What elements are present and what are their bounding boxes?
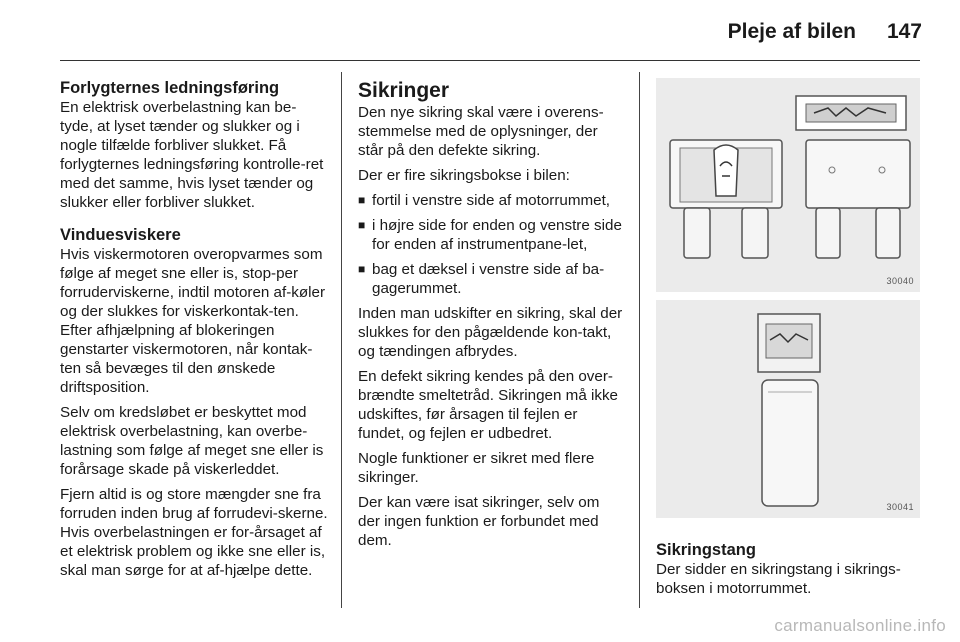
figure-number: 30040: [886, 276, 914, 286]
fuse-box-list: [358, 191, 624, 298]
section-title-fuse-puller: Sikringstang: [656, 541, 756, 559]
fuse-illustration: [656, 78, 920, 292]
watermark: carmanualsonline.info: [774, 616, 946, 635]
section-title-fuses: Sikringer: [358, 79, 450, 102]
paragraph: Der er fire sikringsbokse i bilen:: [358, 167, 570, 184]
fuse-puller-drawing: [656, 300, 920, 518]
fuse-puller-illustration: [656, 300, 920, 518]
bullet-icon: ■: [358, 218, 366, 232]
bullet-icon: ■: [358, 262, 366, 276]
column-1: [60, 79, 328, 586]
paragraph: Den nye sikring skal være i overens-stemmelse med de oplysninger, der står på den defekte sikring.: [358, 104, 604, 159]
section-title-wipers: Vinduesviskere: [60, 226, 181, 244]
list-item: ■ fortil i venstre side af motorrummet,: [358, 192, 611, 209]
paragraph: Der kan være isat sikringer, selv om der ingen funktion er forbundet med dem.: [358, 494, 600, 549]
paragraph: Der sidder en sikringstang i sikrings-boksen i motorrummet.: [656, 561, 901, 597]
list-item: ■ i højre side for enden og venstre side for enden af instrumentpane-let,: [358, 217, 622, 253]
page-number: 147: [886, 20, 922, 43]
column-divider-right: [639, 72, 640, 608]
paragraph: Fjern altid is og store mængder sne fra forruden inden brug af forrudevi-skerne. Hvis overbelastningen er for-årsaget af et elektrisk problem og ikke sne eller is, skal man sørge for at af-hjælpe dette.: [60, 486, 328, 579]
paragraph: Inden man udskifter en sikring, skal der slukkes for den pågældende kon-takt, og tændingen afbrydes.: [358, 305, 623, 360]
paragraph: Nogle funktioner er sikret med flere sikringer.: [358, 450, 595, 486]
column-3-text: [656, 541, 920, 604]
bullet-icon: ■: [358, 193, 366, 207]
column-2: [358, 79, 624, 556]
paragraph: En defekt sikring kendes på den over-brændte smeltetråd. Sikringen må ikke udskiftes, før årsagen til fejlen er fundet, og fejlen er udbedret.: [358, 368, 618, 442]
paragraph: En elektrisk overbelastning kan be-tyde, at lyset tænder og slukker og i nogle tilfælde forbliver slukket. Få forlygternes ledningsføring kontrolle-ret med det samme, hvis lyset tænder og slukker eller forbliver slukket.: [60, 99, 324, 211]
section-title-wiring: Forlygternes ledningsføring: [60, 79, 280, 97]
header-title: Pleje af bilen: [727, 20, 856, 43]
header-rule: [60, 60, 920, 61]
column-divider-left: [341, 72, 342, 608]
paragraph: Selv om kredsløbet er beskyttet mod elektrisk overbelastning, kan overbe-lastning som følge af meget sne eller is forårsage skade på viskerleddet.: [60, 404, 324, 478]
list-item: ■ bag et dæksel i venstre side af ba-gagerummet.: [358, 261, 605, 297]
paragraph: Hvis viskermotoren overopvarmes som følge af meget sne eller is, stop-per forruderviskerne, indtil motoren af-køler og der slukkes for viskerkontak-ten. Efter afhjælpning af blokeringen genstarter viskermotoren, når kontak-ten så bevæges til den ønskede driftsposition.: [60, 246, 326, 396]
section-wiring: [60, 79, 328, 212]
figure-number: 30041: [886, 502, 914, 512]
fuses-drawing: [656, 78, 920, 292]
section-wipers: [60, 226, 328, 580]
page-header: [0, 0, 960, 62]
